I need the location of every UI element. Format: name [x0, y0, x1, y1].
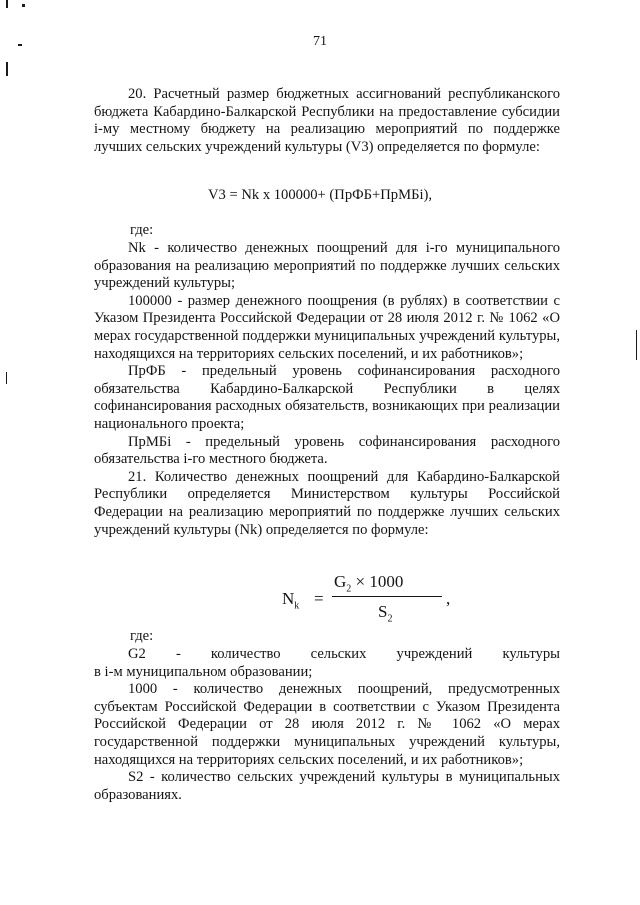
definition-g2-line: [94, 646, 560, 664]
definition-g2-word: количество: [210, 646, 281, 662]
scan-artifact: [6, 372, 7, 384]
formula-lhs: $N_k$: [282, 589, 300, 612]
formula-v3: V3 = Nk x 100000+ (ПрФБ+ПрМБi),: [207, 187, 433, 203]
definition-g2-word: -: [175, 646, 181, 662]
scan-artifact: [22, 4, 25, 7]
paragraph-20-text: 20. Расчетный размер бюджетных ассигнований республиканского бюджета Кабардино-Балкарской Республики на предоставление субсидии i-му местному бюджету на реализацию мероприятий по поддержке лучших сельских учреждений культуры (V3) определяется по формуле:: [94, 86, 560, 155]
definitions-block-2: [94, 646, 560, 804]
definition-g2-word: сельских: [310, 646, 367, 662]
formula-comma: ,: [446, 589, 451, 608]
definition-g2-word: учреждений: [396, 646, 473, 662]
scan-artifact: [6, 0, 8, 8]
scan-artifact: [636, 330, 637, 360]
formula-denominator: $S_2$: [378, 602, 393, 625]
definition-prfb: ПрФБ - предельный уровень софинансирования расходного обязательства Кабардино-Балкарской Республики в целях софинансирования расходных обязательств, возникающих при реализации национального проекта;: [94, 363, 560, 432]
definition-1000: 1000 - количество денежных поощрений, предусмотренных субъектам Российской Федерации в соответствии с Указом Президента Российской Федерации от 28 июля 2012 г. № 1062 «О мерах государственной поддержки муниципальных учреждений культуры, находящихся на территориях сельских поселений, и их работников»;: [94, 681, 560, 768]
formula-nk: [282, 572, 451, 628]
fraction-bar: [332, 596, 442, 597]
definition-g2-word: культуры: [502, 646, 560, 662]
definition-prmbi: ПрМБi - предельный уровень софинансирования расходного обязательства i-го местного бюджета.: [94, 433, 560, 468]
definition-100000: 100000 - размер денежного поощрения (в рублях) в соответствии с Указом Президента Российской Федерации от 28 июля 2012 г. № 1062 «О мерах государственной поддержки муниципальных учреждений культуры, находящихся на территориях сельских поселений, и их работников»;: [94, 292, 560, 362]
definition-g2-tail: в i-м муниципальном образовании;: [94, 663, 313, 680]
paragraph-21: 21. Количество денежных поощрений для Кабардино-Балкарской Республики определяется Министерством культуры Российской Федерации на реализацию мероприятий по поддержке лучших сельских учреждений культуры (Nk) определяется по формуле:: [94, 468, 560, 538]
definition-s2: S2 - количество сельских учреждений культуры в муниципальных образованиях.: [94, 769, 560, 803]
where-label-2: где:: [130, 628, 154, 644]
definition-nk: Nk - количество денежных поощрений для i-го муниципального образования на реализацию мероприятий по поддержке лучших сельских учреждений культуры;: [94, 240, 560, 292]
paragraph-20: [94, 86, 560, 156]
formula-numerator: $G_2 \times 1000$: [334, 572, 404, 595]
definition-g2-label: G2: [128, 646, 146, 662]
formula-equals: =: [314, 589, 324, 608]
scan-artifact: [6, 62, 8, 76]
page-number: 71: [313, 34, 327, 49]
where-label: где:: [130, 222, 154, 238]
definitions-block-1: [94, 240, 560, 539]
